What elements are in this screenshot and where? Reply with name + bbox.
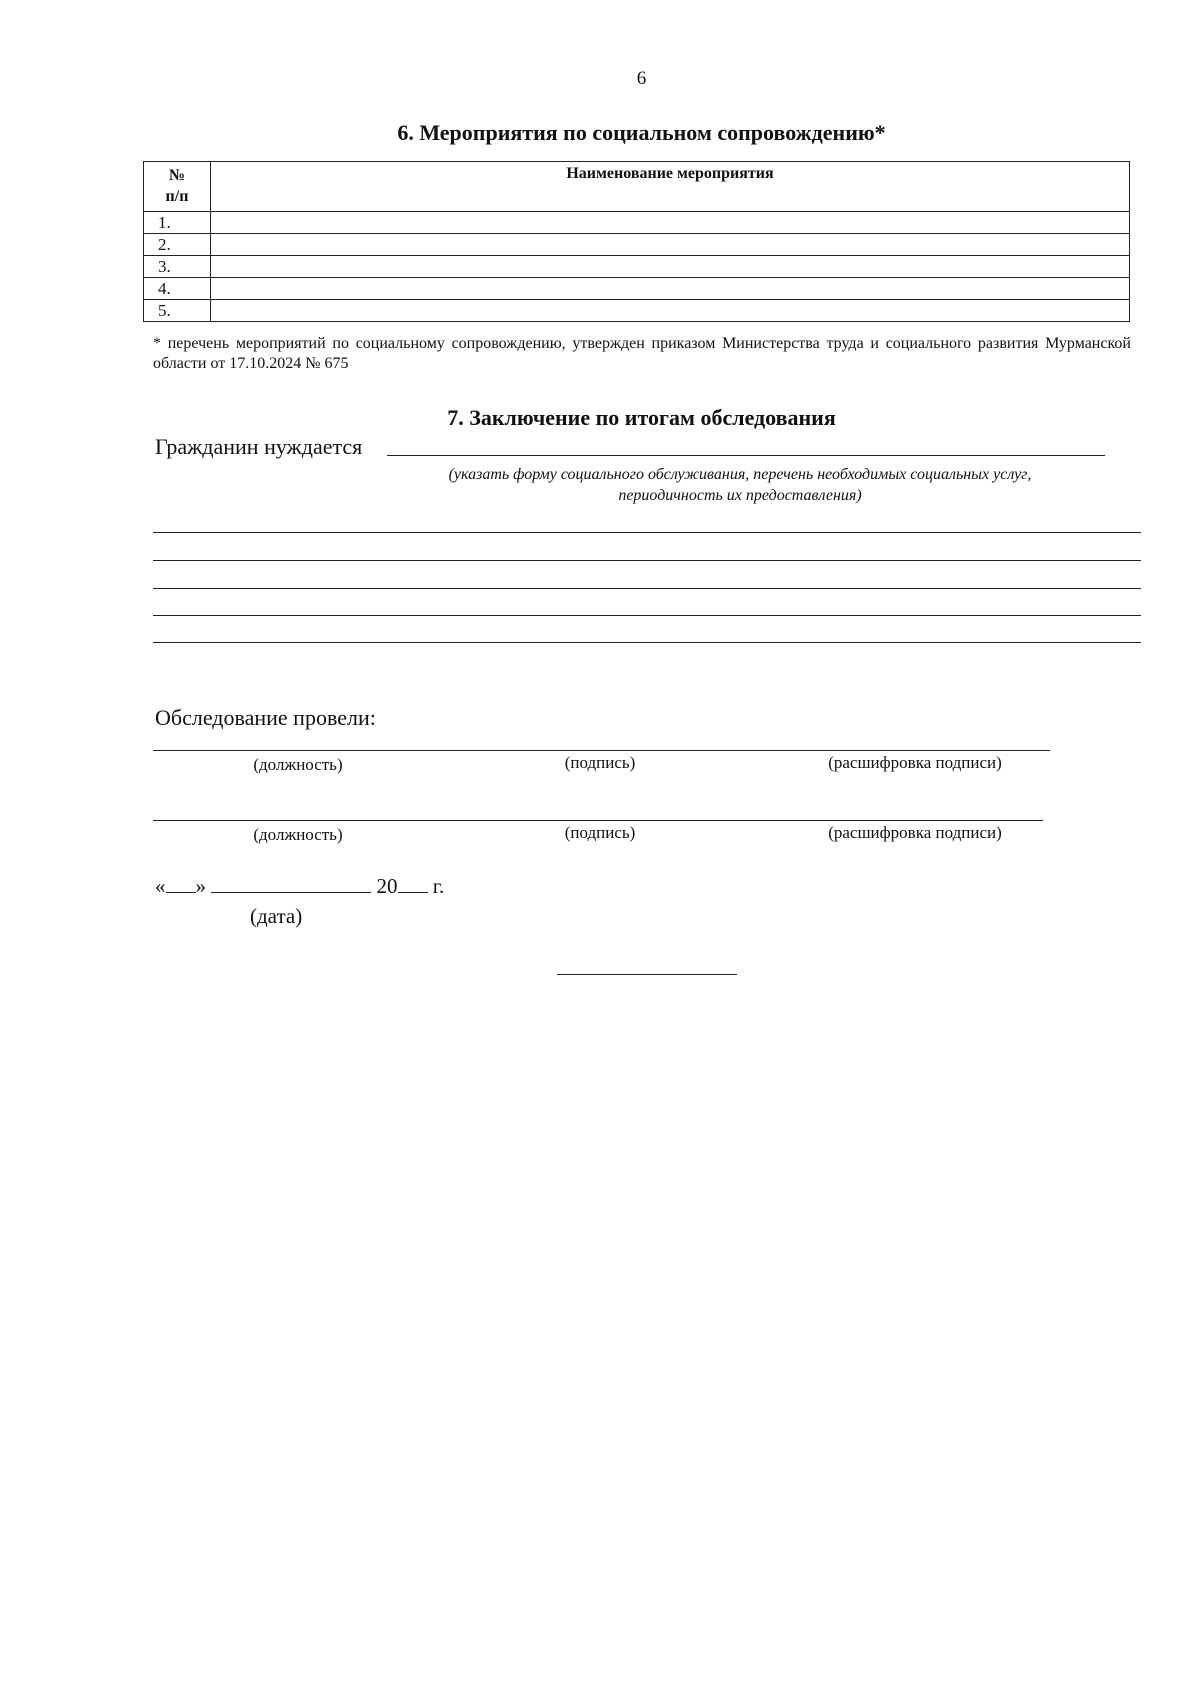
row-number: 5. bbox=[144, 300, 211, 322]
measures-table bbox=[143, 161, 1130, 322]
citizen-needs-hint-line2: периодичность их предоставления) bbox=[618, 487, 862, 504]
row-name-cell[interactable] bbox=[211, 234, 1130, 256]
date-month-field[interactable] bbox=[211, 874, 371, 893]
signature-line[interactable] bbox=[153, 820, 1043, 821]
section-6-title: 6. Мероприятия по социальном сопровождению* bbox=[397, 120, 886, 145]
row-number: 1. bbox=[144, 212, 211, 234]
conclusion-line[interactable] bbox=[153, 588, 1141, 589]
row-number: 2. bbox=[144, 234, 211, 256]
row-number: 4. bbox=[144, 278, 211, 300]
conclusion-line[interactable] bbox=[153, 560, 1141, 561]
table-row bbox=[144, 234, 1130, 256]
row-name-cell[interactable] bbox=[211, 278, 1130, 300]
row-name-cell[interactable] bbox=[211, 256, 1130, 278]
table-row bbox=[144, 212, 1130, 234]
survey-conducted-label: Обследование провели: bbox=[155, 705, 376, 730]
column-header-number-line1: № bbox=[168, 167, 186, 184]
citizen-needs-field[interactable] bbox=[387, 455, 1105, 456]
page-number: 6 bbox=[636, 68, 647, 89]
position-caption: (должность) bbox=[253, 825, 343, 844]
table-header-row bbox=[144, 162, 1130, 212]
citizen-needs-hint-line1: (указать форму социального обслуживания, перечень необходимых социальных услуг, bbox=[448, 466, 1032, 483]
row-number: 3. bbox=[144, 256, 211, 278]
column-header-number bbox=[144, 162, 211, 212]
date-caption: (дата) bbox=[250, 904, 303, 928]
date-close-quote: » bbox=[195, 874, 206, 898]
signature-caption: (подпись) bbox=[564, 823, 636, 842]
column-header-name: Наименование мероприятия bbox=[211, 162, 1130, 212]
footnote: * перечень мероприятий по социальному сопровождению, утвержден приказом Министерства труда и социального развития Мурманской области от 17.10.2024 № 675 bbox=[153, 335, 1131, 372]
row-name-cell[interactable] bbox=[211, 300, 1130, 322]
position-caption: (должность) bbox=[253, 755, 343, 774]
date-year-field[interactable] bbox=[398, 874, 428, 893]
row-name-cell[interactable] bbox=[211, 212, 1130, 234]
column-header-number-line2: п/п bbox=[165, 188, 189, 205]
date-year-suffix: г. bbox=[432, 874, 445, 898]
section-7-title: 7. Заключение по итогам обследования bbox=[447, 405, 836, 430]
date-year-prefix: 20 bbox=[376, 874, 398, 898]
signature-decoding-caption: (расшифровка подписи) bbox=[828, 823, 1002, 842]
table-row bbox=[144, 300, 1130, 322]
signature-caption: (подпись) bbox=[564, 753, 636, 772]
date-row bbox=[155, 874, 444, 899]
conclusion-line[interactable] bbox=[153, 532, 1141, 533]
conclusion-line[interactable] bbox=[153, 642, 1141, 643]
table-row bbox=[144, 278, 1130, 300]
date-open-quote: « bbox=[155, 874, 166, 898]
signature-line[interactable] bbox=[153, 750, 1050, 751]
signature-decoding-caption: (расшифровка подписи) bbox=[828, 753, 1002, 772]
citizen-needs-label: Гражданин нуждается bbox=[155, 434, 363, 459]
end-divider bbox=[557, 974, 737, 975]
citizen-needs-hint bbox=[360, 464, 1120, 506]
conclusion-line[interactable] bbox=[153, 615, 1141, 616]
table-row bbox=[144, 256, 1130, 278]
date-day-field[interactable] bbox=[166, 874, 196, 893]
